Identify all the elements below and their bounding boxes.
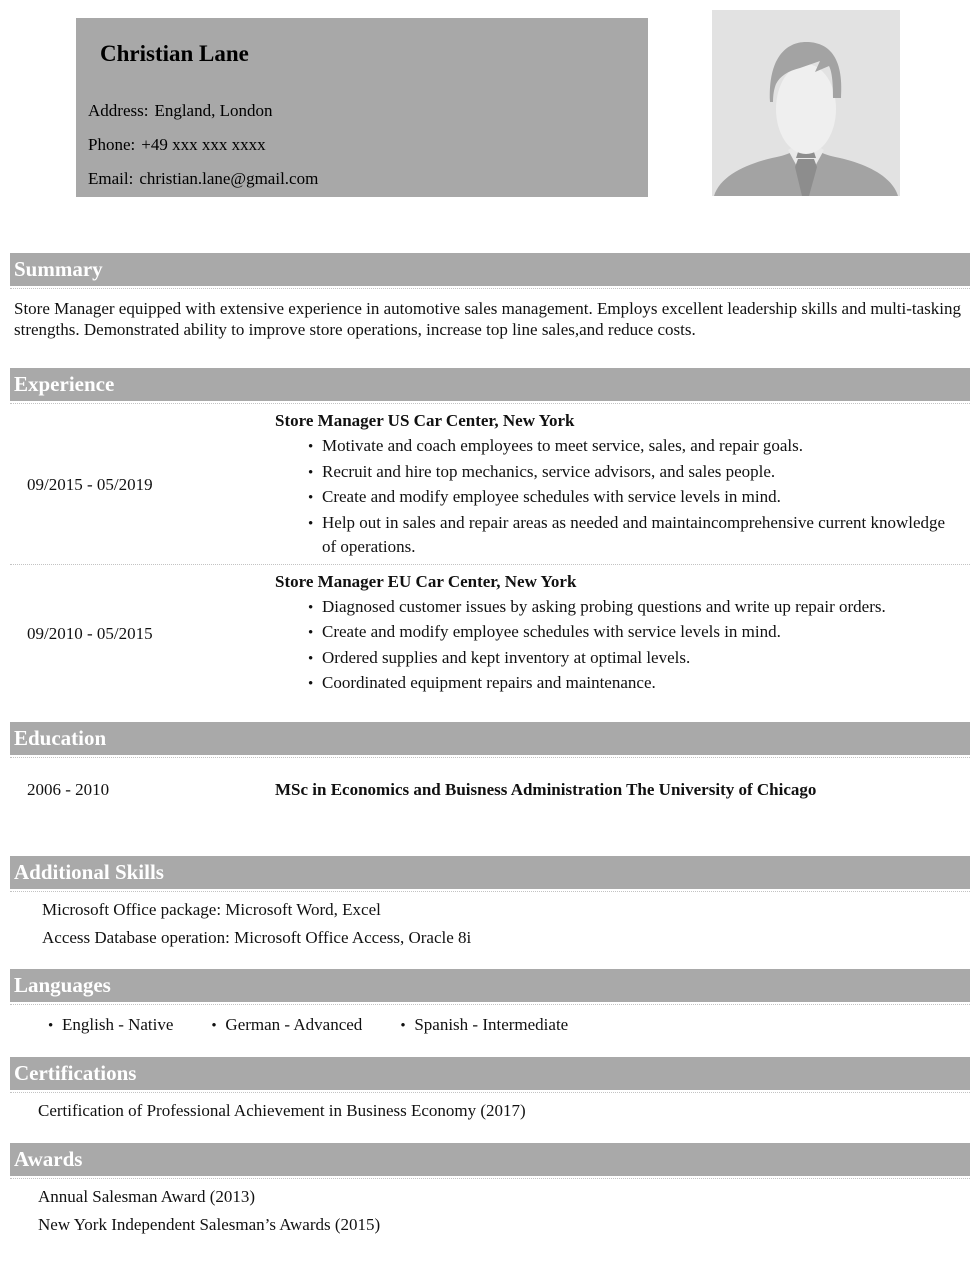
contact-line <box>88 169 648 189</box>
language-list <box>10 1005 970 1037</box>
section-header-certifications: Certifications <box>10 1057 970 1090</box>
divider <box>10 757 970 758</box>
header-section <box>0 0 980 253</box>
job-body <box>275 571 970 697</box>
section-header-education: Education <box>10 722 970 755</box>
award-list <box>10 1179 970 1235</box>
section-languages <box>10 969 970 1037</box>
section-awards <box>10 1143 970 1235</box>
award-item: Annual Salesman Award (2013) <box>38 1186 256 1206</box>
bullet-item <box>275 460 962 486</box>
job-dates: 09/2015 - 05/2019 <box>27 474 153 494</box>
bullet-icon <box>308 460 322 486</box>
bullet-list <box>275 595 962 697</box>
contact-label: Address: <box>88 101 149 120</box>
contact-label: Phone: <box>88 135 136 154</box>
bullet-icon <box>308 671 322 697</box>
section-header-awards: Awards <box>10 1143 970 1176</box>
bullet-item <box>275 646 962 672</box>
skill-item: Microsoft Office package: Microsoft Word, Excel <box>42 899 381 919</box>
education-entry <box>10 779 970 800</box>
job-list <box>10 404 970 705</box>
bullet-text: Diagnosed customer issues by asking probing questions and write up repair orders. <box>322 596 886 616</box>
job-body <box>275 410 970 560</box>
section-experience <box>10 368 970 705</box>
summary-text: Store Manager equipped with extensive experience in automotive sales management. Employs excellent leadership skills and multi-tasking strengths. Demonstrated ability to improve store operations, increase top line sales,and reduce costs. <box>14 299 962 339</box>
bullet-text: Motivate and coach employees to meet service, sales, and repair goals. <box>322 436 804 455</box>
section-header-languages: Languages <box>10 969 970 1002</box>
bullet-item <box>275 595 962 621</box>
person-silhouette-icon <box>712 10 900 196</box>
certification-list <box>10 1093 970 1121</box>
contact-value: +49 xxx xxx xxxx <box>141 135 266 154</box>
bullet-icon <box>400 1014 414 1037</box>
bullet-item <box>275 511 962 560</box>
language-item <box>400 1014 568 1037</box>
contact-value: christian.lane@gmail.com <box>139 169 319 188</box>
contact-line <box>88 135 648 155</box>
skill-item: Access Database operation: Microsoft Office Access, Oracle 8i <box>42 927 472 947</box>
bullet-item <box>275 620 962 646</box>
language-item <box>211 1014 362 1037</box>
bullet-text: Create and modify employee schedules with service levels in mind. <box>322 487 781 506</box>
education-list <box>10 779 970 800</box>
bullet-text: Recruit and hire top mechanics, service advisors, and sales people. <box>322 461 776 481</box>
section-additional-skills <box>10 856 970 948</box>
bullet-text: Coordinated equipment repairs and maintenance. <box>322 673 656 692</box>
contact-value: England, London <box>154 101 273 120</box>
divider <box>10 288 970 289</box>
candidate-name: Christian Lane <box>100 41 249 66</box>
language-text: English - Native <box>62 1014 174 1034</box>
education-degree: MSc in Economics and Buisness Administration The University of Chicago <box>275 779 817 799</box>
contact-line <box>88 101 648 121</box>
section-summary <box>10 253 970 340</box>
profile-photo-placeholder <box>712 10 900 196</box>
language-item <box>48 1014 173 1037</box>
job-title: Store Manager EU Car Center, New York <box>275 571 577 591</box>
language-text: Spanish - Intermediate <box>414 1014 569 1034</box>
skills-list <box>10 892 970 948</box>
section-education <box>10 722 970 800</box>
bullet-item <box>275 434 962 460</box>
bullet-icon <box>308 511 322 560</box>
contact-label: Email: <box>88 169 134 188</box>
bullet-icon <box>308 595 322 621</box>
contact-list <box>76 101 648 189</box>
education-dates: 2006 - 2010 <box>27 779 110 799</box>
section-header-additional-skills: Additional Skills <box>10 856 970 889</box>
section-header-summary: Summary <box>10 253 970 286</box>
bullet-text: Create and modify employee schedules with service levels in mind. <box>322 622 781 641</box>
identity-card <box>76 18 648 197</box>
bullet-text: Help out in sales and repair areas as needed and maintaincomprehensive current knowledge of operations. <box>322 512 946 556</box>
job-entry <box>10 404 970 564</box>
bullet-icon <box>308 434 322 460</box>
language-text: German - Advanced <box>225 1014 363 1034</box>
section-header-experience: Experience <box>10 368 970 401</box>
bullet-icon <box>211 1014 225 1037</box>
bullet-text: Ordered supplies and kept inventory at optimal levels. <box>322 647 691 667</box>
bullet-list <box>275 434 962 560</box>
bullet-item <box>275 485 962 511</box>
job-title: Store Manager US Car Center, New York <box>275 411 575 430</box>
bullet-icon <box>308 646 322 672</box>
bullet-icon <box>308 620 322 646</box>
certification-item: Certification of Professional Achievement in Business Economy (2017) <box>38 1100 526 1120</box>
bullet-icon <box>308 485 322 511</box>
job-entry <box>10 564 970 705</box>
bullet-icon <box>48 1014 62 1037</box>
award-item: New York Independent Salesman’s Awards (2015) <box>38 1214 381 1234</box>
job-dates: 09/2010 - 05/2015 <box>27 623 153 643</box>
face-shape <box>776 64 836 154</box>
bullet-item <box>275 671 962 697</box>
section-certifications <box>10 1057 970 1121</box>
